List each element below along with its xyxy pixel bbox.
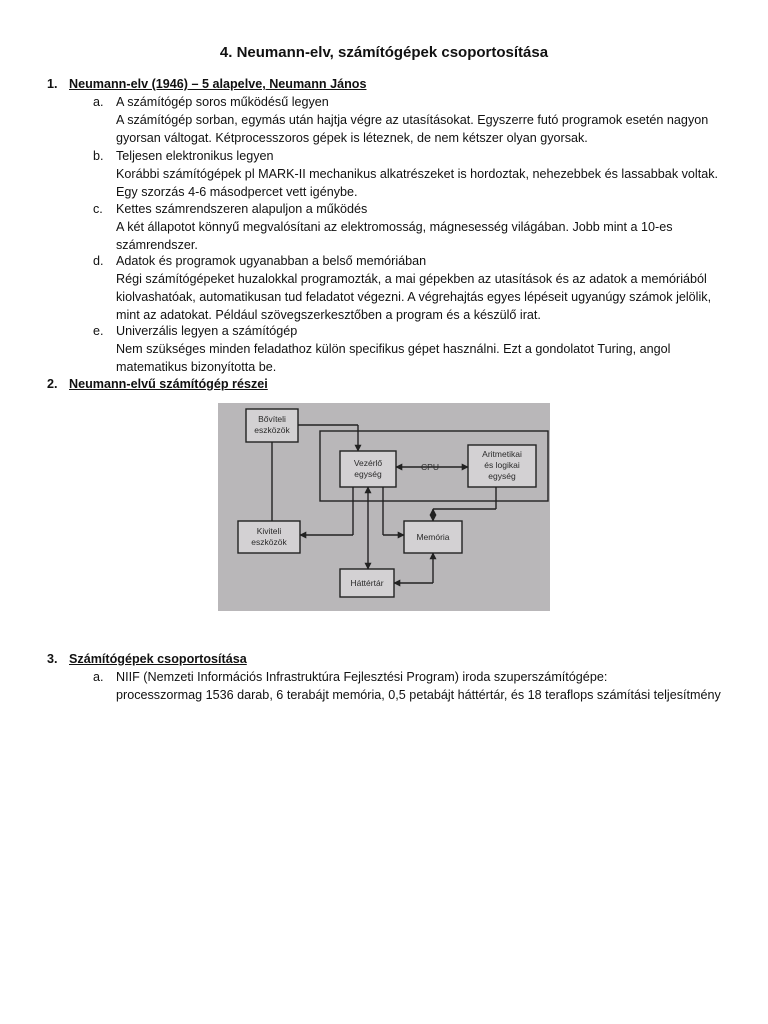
memory-label: Memória: [416, 532, 450, 542]
item-heading: Univerzális legyen a számítógép: [116, 324, 298, 338]
item-text: Régi számítógépeket huzalokkal programozták, a mai gépekben az utasítások és az adatok a memóriából kiolvashatóak, automatikusan tud feladatot végezni. A végrehajtás egyes lépéseit ugyanúgy számok jelölik, mint az adatokat. Például szövegszerkesztőben a program és a készülő irat.: [116, 272, 712, 322]
input-label-1: Bővíteli: [258, 414, 286, 424]
alu-label-3: egység: [488, 471, 516, 481]
item-heading: NIIF (Nemzeti Információs Infrastruktúra Fejlesztési Program) iroda szuperszámítógépe:: [116, 670, 608, 684]
section-2-heading: 2. Neumann-elvű számítógép részei: [47, 377, 268, 391]
list-item: c. Kettes számrendszeren alapuljon a működés A két állapotot könnyű megvalósítani az elektromosság, mágnesesség világában. Jobb mint a 10-es számrendszer.: [93, 200, 733, 254]
alu-label-2: és logikai: [484, 460, 520, 470]
item-text: Nem szükséges minden feladathoz külön specifikus gépet használni. Ezt a gondolatot Turing, angol matematikus bizonyította be.: [116, 342, 671, 374]
section-1-heading: 1. Neumann-elv (1946) – 5 alapelve, Neumann János: [47, 77, 367, 91]
control-label-2: egység: [354, 469, 382, 479]
item-heading: Adatok és programok ugyanabban a belső memóriában: [116, 254, 427, 268]
item-text: processzormag 1536 darab, 6 terabájt memória, 0,5 petabájt háttértár, és 18 teraflops számítási teljesítmény: [116, 688, 721, 702]
list-item: a. A számítógép soros működésű legyen A számítógép sorban, egymás után hajtja végre az utasításokat. Egyszerre futó programok esetén nagyon gyorsan váltogat. Kétprocesszoros gépek is léteznek, de nem kétszer olyan gyorsak.: [93, 93, 733, 147]
control-label-1: Vezérlő: [353, 458, 383, 468]
item-text: A számítógép sorban, egymás után hajtja végre az utasításokat. Egyszerre futó programok esetén nagyon gyorsan váltogat. Kétprocesszoros gépek is léteznek, de nem kétszer olyan gyorsak.: [116, 113, 709, 145]
page-title: 4. Neumann-elv, számítógépek csoportosítása: [219, 44, 549, 61]
alu-label-1: Aritmetikai: [482, 449, 522, 459]
cpu-label: CPU: [421, 462, 439, 472]
storage-label: Háttértár: [350, 578, 384, 588]
list-item: e. Univerzális legyen a számítógép Nem szükséges minden feladathoz külön specifikus gépet használni. Ezt a gondolatot Turing, angol matematikus bizonyította be.: [93, 322, 733, 376]
list-item: d. Adatok és programok ugyanabban a belső memóriában Régi számítógépeket huzalokkal programozták, a mai gépekben az utasítások és az adatok a memóriából kiolvashatóak, automatikusan tud feladatot végezni. A végrehajtás egyes lépéseit ugyanúgy számok jelölik, mint az adatokat. Például szövegszerkesztőben a program és a készülő irat.: [93, 252, 733, 324]
item-text: A két állapotot könnyű megvalósítani az elektromosság, mágnesesség világában. Jobb mint a 10-es számrendszer.: [116, 220, 673, 252]
item-heading: A számítógép soros működésű legyen: [116, 95, 329, 109]
list-item: a. NIIF (Nemzeti Információs Infrastruktúra Fejlesztési Program) iroda szuperszámítógépe: processzormag 1536 darab, 6 terabájt memória, 0,5 petabájt háttértár, és 18 teraflops számítási teljesítmény: [93, 668, 733, 704]
item-text: Korábbi számítógépek pl MARK-II mechanikus alkatrészeket is hordoztak, nehezebbek és lassabbak voltak. Egy szorzás 4-6 másodpercet vett igénybe.: [116, 167, 719, 199]
item-heading: Teljesen elektronikus legyen: [116, 149, 274, 163]
von-neumann-diagram: [218, 403, 550, 611]
output-label-2: eszközök: [251, 537, 287, 547]
item-heading: Kettes számrendszeren alapuljon a működés: [116, 202, 368, 216]
section-3-heading: 3. Számítógépek csoportosítása: [47, 652, 247, 666]
list-item: b. Teljesen elektronikus legyen Korábbi számítógépek pl MARK-II mechanikus alkatrészeket is hordoztak, nehezebbek és lassabbak voltak. Egy szorzás 4-6 másodpercet vett igénybe.: [93, 147, 733, 201]
output-label-1: Kiviteli: [256, 526, 282, 536]
input-label-2: eszközök: [254, 425, 290, 435]
